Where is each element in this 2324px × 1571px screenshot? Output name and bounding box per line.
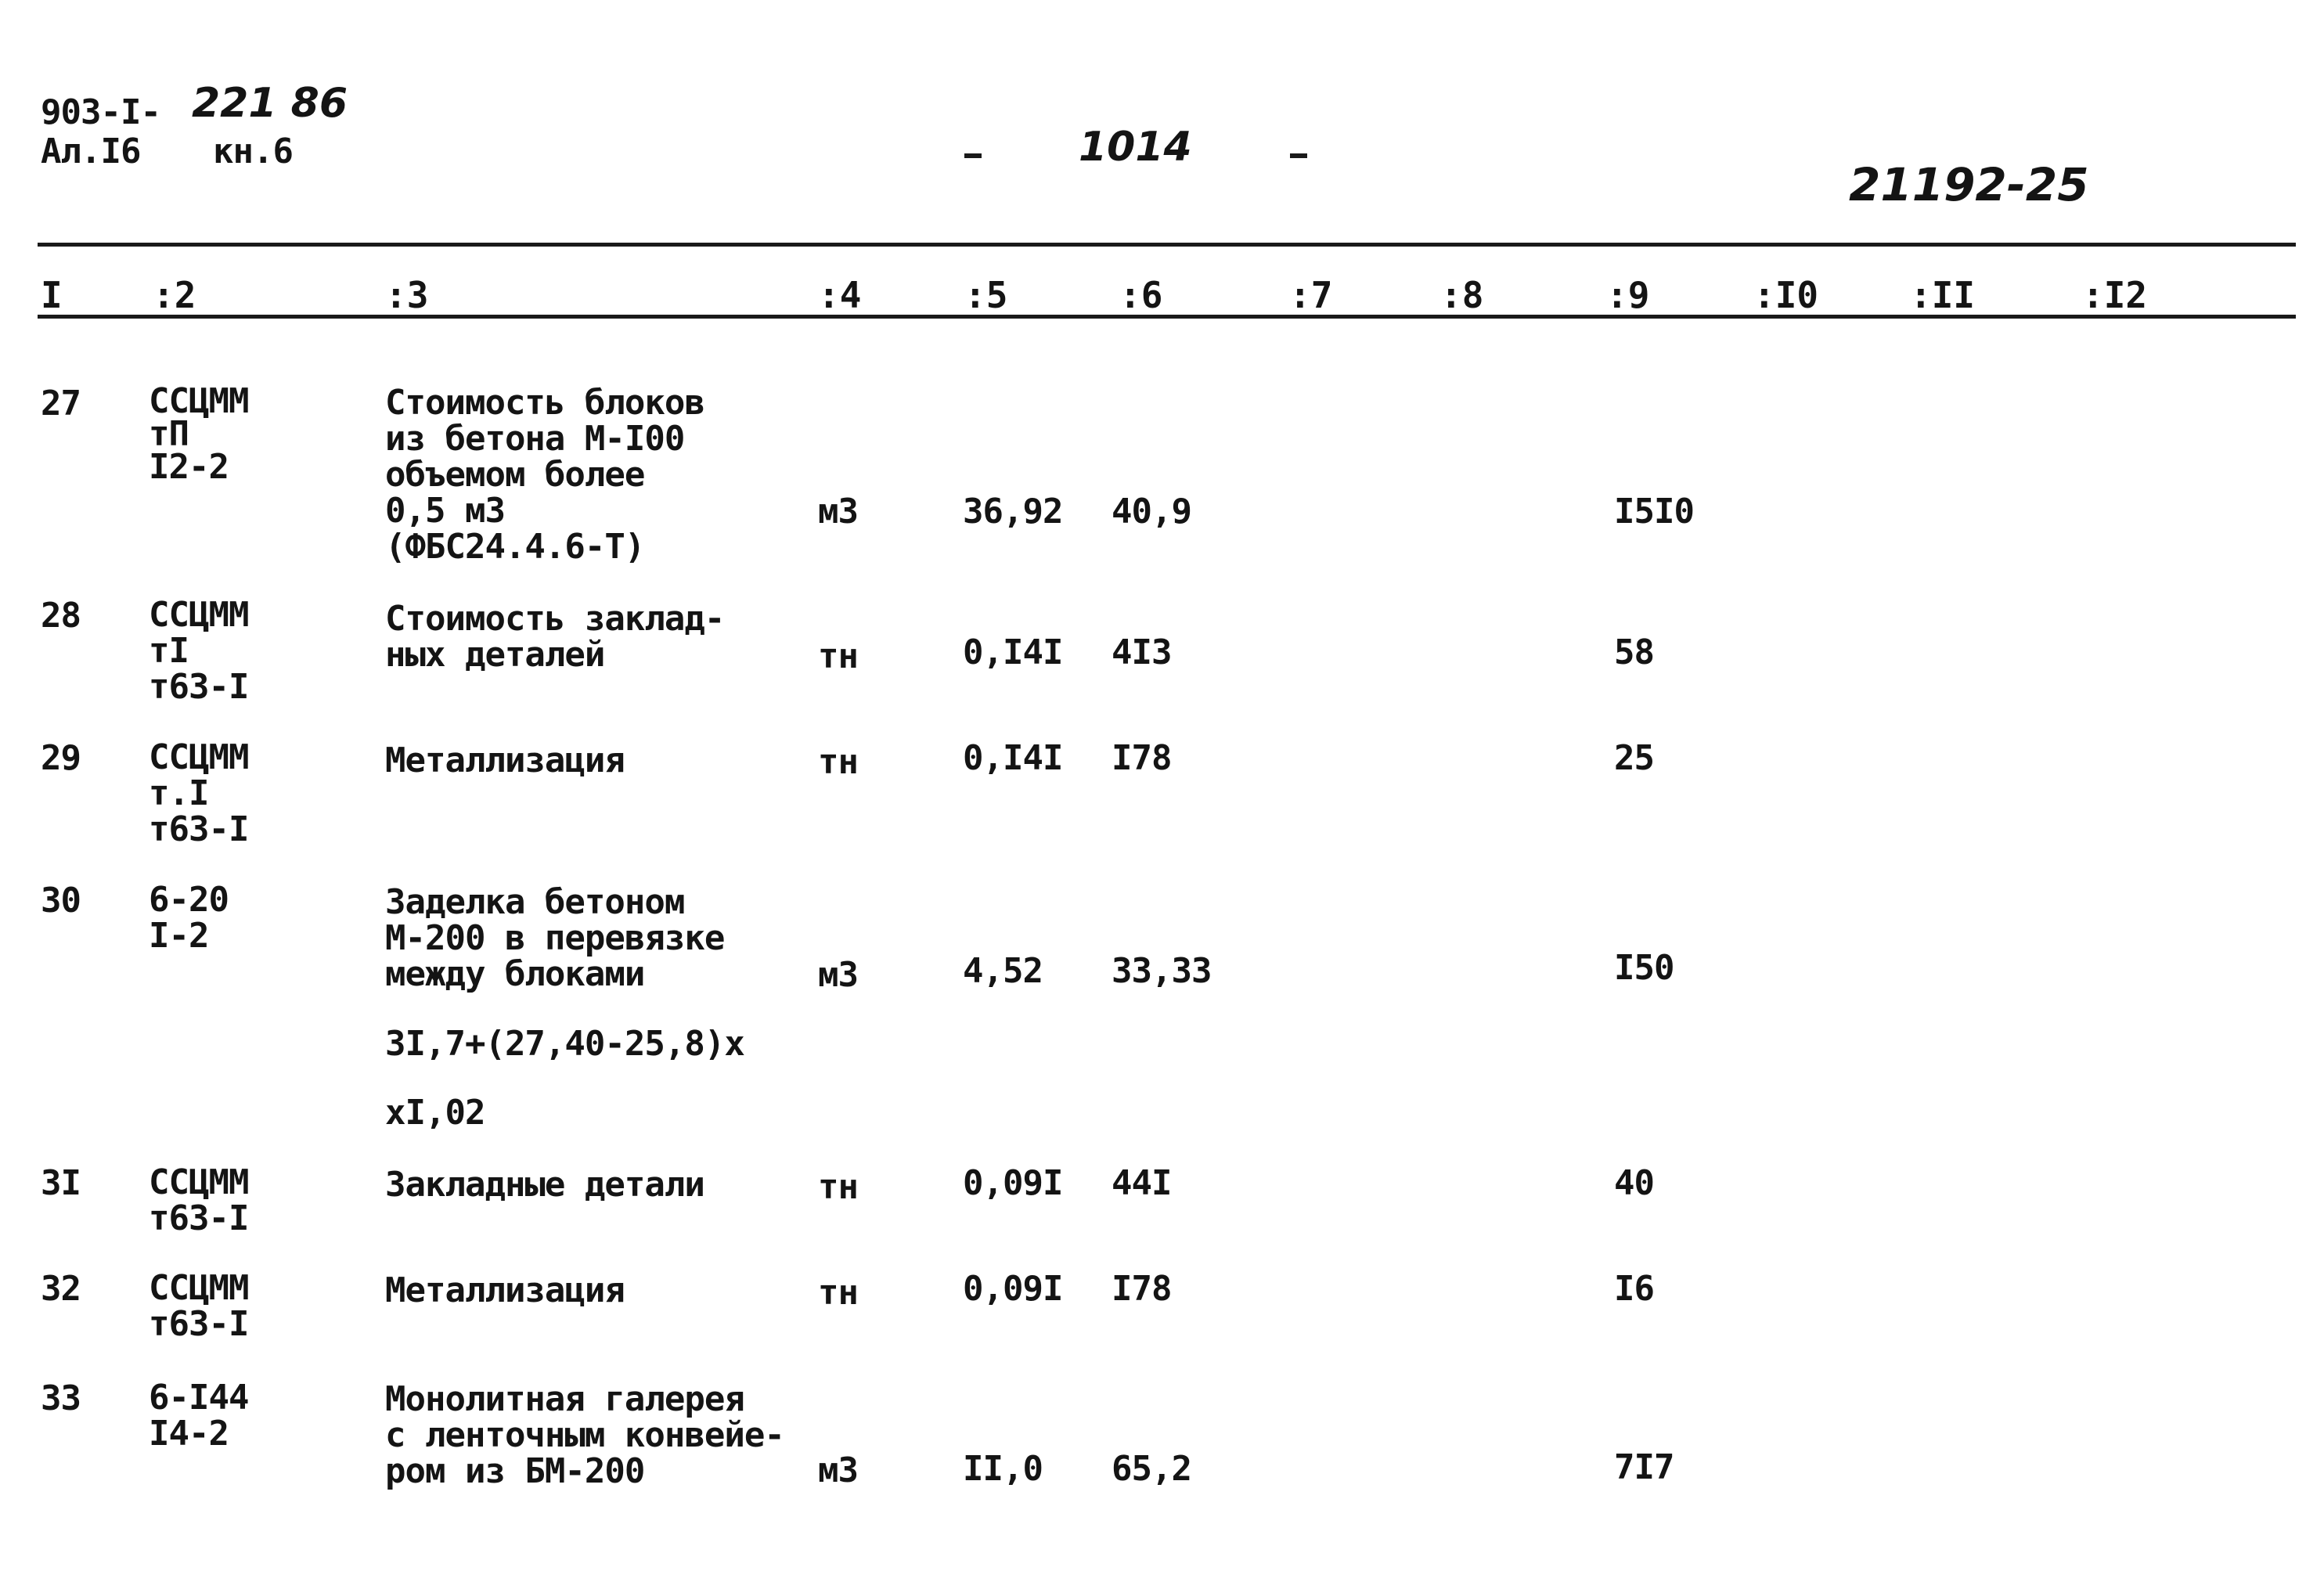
row-unit: тн: [818, 636, 858, 676]
row-total: 7I7: [1614, 1447, 1674, 1487]
row-number: 29: [41, 738, 81, 778]
column-header: :9: [1606, 274, 1650, 316]
row-description: Металлизация: [385, 740, 625, 780]
row-unit: тн: [818, 1167, 858, 1207]
row-price: 4I3: [1112, 632, 1172, 672]
document-code-prefix: 903-I-: [41, 92, 160, 132]
book-label: кн.6: [213, 132, 293, 171]
row-number: 3I: [41, 1163, 81, 1203]
row-quantity: 0,I4I: [963, 632, 1063, 672]
row-total: I5I0: [1614, 492, 1694, 531]
page-number: 1014: [1079, 124, 1192, 171]
row-description: Стоимость блоков из бетона М-I00 объемом более 0,5 м3 (ФБС24.4.6-Т): [385, 383, 704, 567]
row-quantity: 0,I4I: [963, 738, 1063, 778]
row-total: 25: [1614, 738, 1654, 778]
row-unit: м3: [818, 955, 858, 995]
row-quantity: 4,52: [963, 951, 1043, 991]
row-formula-line-2: хI,02: [385, 1093, 485, 1133]
row-unit: тн: [818, 742, 858, 782]
row-description: Закладные детали: [385, 1165, 704, 1205]
row-formula-line-1: 3I,7+(27,40-25,8)х: [385, 1024, 744, 1064]
row-description: Стоимость заклад- ных деталей: [385, 599, 725, 675]
row-quantity: II,0: [963, 1449, 1043, 1489]
column-header: :I2: [2082, 274, 2148, 316]
row-number: 27: [41, 384, 81, 423]
column-header: :4: [818, 274, 862, 316]
row-price: I78: [1112, 1269, 1172, 1309]
row-unit: м3: [818, 1450, 858, 1490]
column-header: :I0: [1753, 274, 1819, 316]
column-header: :7: [1289, 274, 1333, 316]
row-quantity: 0,09I: [963, 1269, 1063, 1309]
row-price: 40,9: [1112, 492, 1191, 531]
page-dash-right: [1290, 153, 1307, 158]
column-header: :2: [153, 274, 196, 316]
row-total: I6: [1614, 1269, 1654, 1309]
row-number: 30: [41, 881, 81, 921]
column-header: :5: [964, 274, 1008, 316]
row-quantity: 0,09I: [963, 1163, 1063, 1203]
column-header: :II: [1910, 274, 1976, 316]
row-code: 6-I44 I4-2: [149, 1378, 249, 1454]
row-unit: тн: [818, 1273, 858, 1313]
row-total: 40: [1614, 1163, 1654, 1203]
table-top-rule: [38, 243, 2296, 247]
stamp-number: 21192-25: [1849, 158, 2089, 211]
row-total: 58: [1614, 632, 1654, 672]
row-number: 28: [41, 596, 81, 636]
row-total: I50: [1614, 948, 1674, 988]
row-number: 32: [41, 1269, 81, 1309]
column-header: :8: [1440, 274, 1484, 316]
row-price: 44I: [1112, 1163, 1172, 1203]
row-code: ССЦММ тI т63-I: [149, 595, 249, 707]
album-label: Ал.I6: [41, 132, 141, 171]
row-code: ССЦММ т63-I: [149, 1268, 249, 1344]
row-code: ССЦММ т.I т63-I: [149, 737, 249, 849]
row-price: 65,2: [1112, 1449, 1191, 1489]
document-code: [41, 94, 160, 132]
row-number: 33: [41, 1378, 81, 1418]
column-header: :6: [1119, 274, 1163, 316]
row-price: I78: [1112, 738, 1172, 778]
row-description: Монолитная галерея с ленточным конвейе- ром из БМ-200: [385, 1379, 784, 1491]
column-header: :3: [385, 274, 429, 316]
page-dash-left: [964, 153, 982, 158]
row-unit: м3: [818, 492, 858, 531]
row-price: 33,33: [1112, 951, 1212, 991]
document-code-handwritten: 221 86: [192, 80, 348, 127]
row-description: Заделка бетоном М-200 в перевязке между блоками: [385, 882, 725, 994]
row-code: ССЦММ тП I2-2: [149, 381, 249, 487]
column-header: I: [41, 274, 63, 316]
row-quantity: 36,92: [963, 492, 1063, 531]
row-code: ССЦММ т63-I: [149, 1162, 249, 1238]
row-code: 6-20 I-2: [149, 880, 229, 956]
row-description: Металлизация: [385, 1270, 625, 1310]
